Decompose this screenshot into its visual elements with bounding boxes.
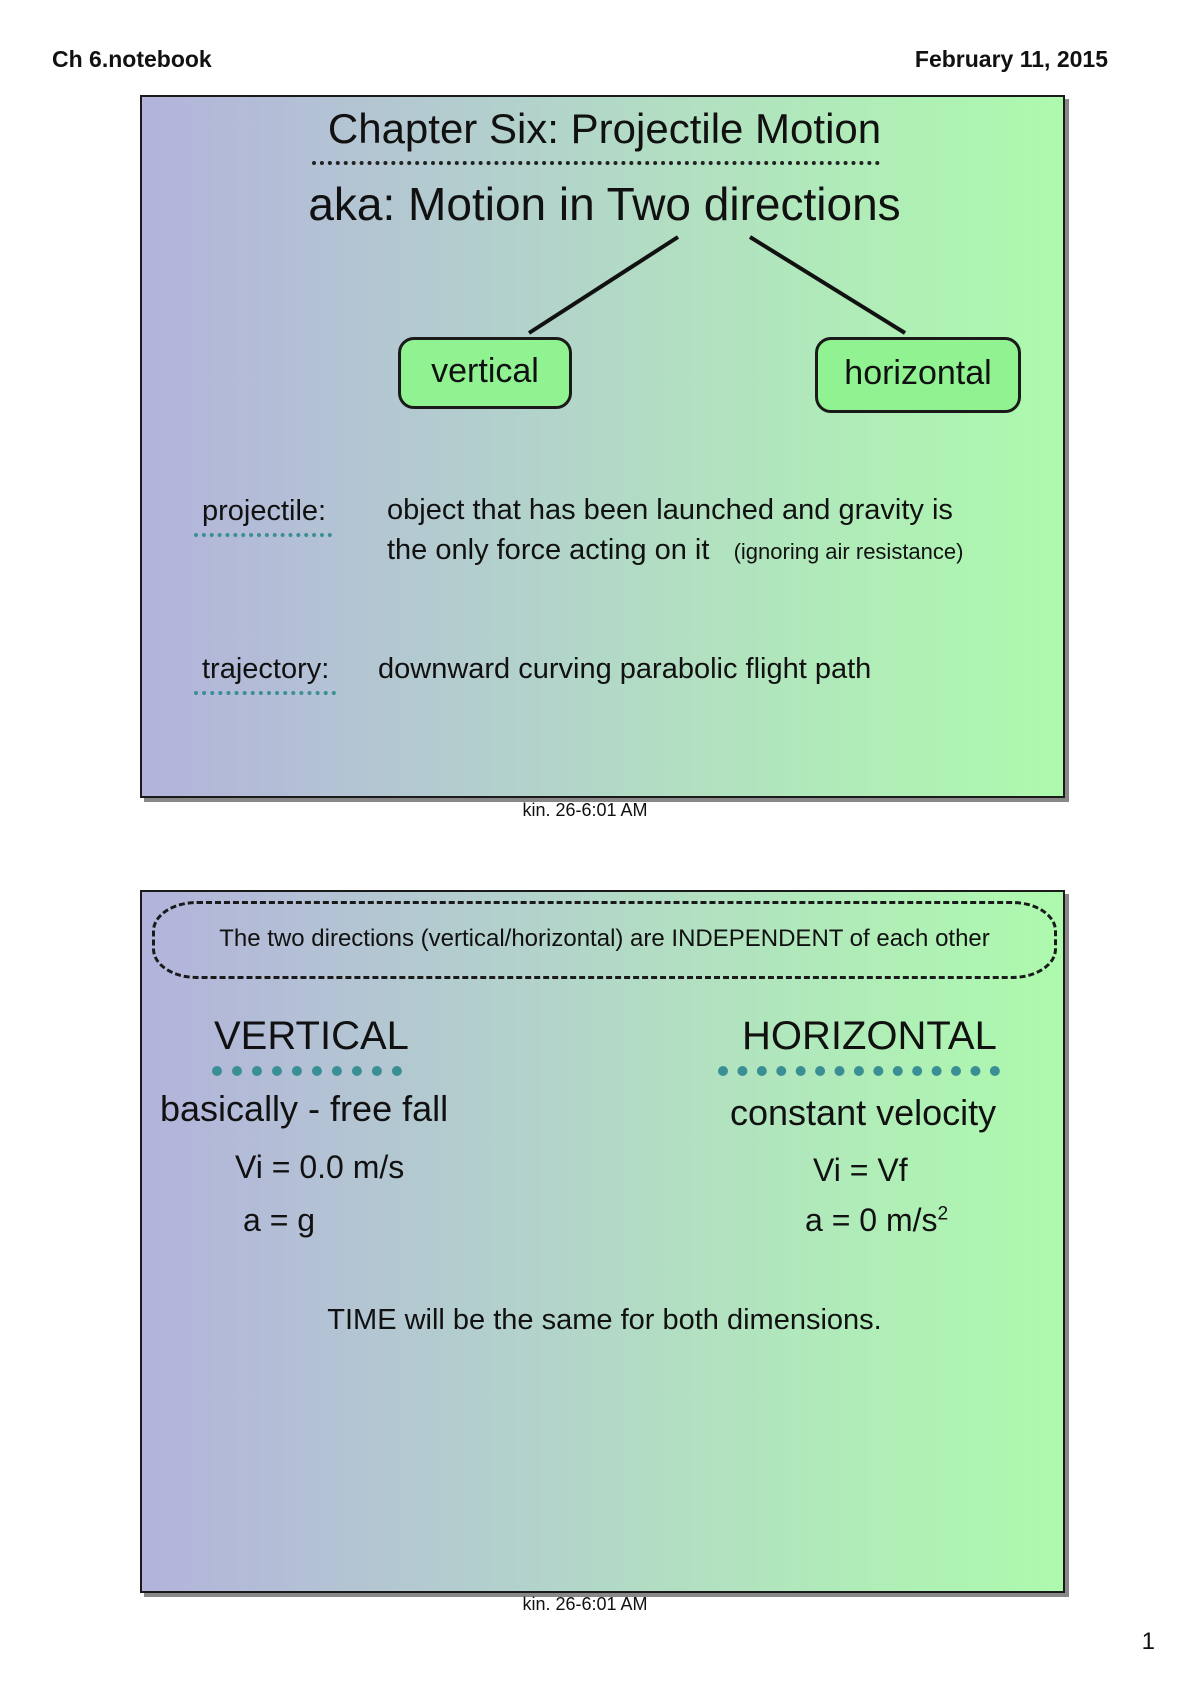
independence-banner-text: The two directions (vertical/horizontal) are INDEPENDENT of each other	[219, 925, 990, 952]
term-projectile-underline	[194, 533, 332, 537]
horizontal-heading: HORIZONTAL	[742, 1014, 997, 1058]
horizontal-acceleration-exponent: 2	[937, 1203, 949, 1225]
vertical-pill	[398, 337, 572, 409]
horizontal-acceleration-text: a = 0 m/s	[805, 1202, 938, 1238]
vertical-heading: VERTICAL	[214, 1014, 409, 1058]
independence-banner	[152, 901, 1057, 979]
horizontal-pill	[815, 337, 1021, 413]
horizontal-description: constant velocity	[730, 1092, 997, 1133]
vertical-description: basically - free fall	[160, 1088, 449, 1129]
definition-projectile-line2	[387, 530, 963, 572]
page-number: 1	[1141, 1628, 1155, 1655]
term-projectile: projectile:	[202, 495, 327, 527]
vertical-pill-label: vertical	[431, 352, 539, 390]
definition-projectile-line1: object that has been launched and gravity is	[387, 494, 953, 526]
slide2-timestamp: kin. 26-6:01 AM	[522, 1594, 648, 1614]
slide1-timestamp: kin. 26-6:01 AM	[522, 800, 648, 820]
definition-projectile-line2-text: the only force acting on it	[387, 534, 710, 566]
definition-projectile-note: (ignoring air resistance)	[733, 539, 964, 564]
term-trajectory-underline	[194, 691, 336, 695]
horizontal-heading-underline	[718, 1066, 1000, 1076]
slide-independent-directions	[140, 890, 1065, 1593]
slide-title: Chapter Six: Projectile Motion	[327, 105, 882, 152]
vertical-initial-velocity: Vi = 0.0 m/s	[235, 1149, 405, 1185]
notebook-title: Ch 6.notebook	[52, 46, 212, 72]
vertical-heading-underline	[212, 1066, 402, 1076]
definition-trajectory: downward curving parabolic flight path	[378, 653, 872, 685]
horizontal-initial-velocity: Vi = Vf	[813, 1152, 908, 1188]
horizontal-acceleration	[805, 1202, 948, 1239]
slide-projectile-motion	[140, 95, 1065, 798]
horizontal-pill-label: horizontal	[844, 354, 992, 392]
term-trajectory: trajectory:	[202, 653, 330, 685]
slide-subtitle: aka: Motion in Two directions	[308, 178, 901, 230]
notebook-date: February 11, 2015	[914, 46, 1108, 72]
definition-projectile	[387, 490, 963, 572]
vertical-acceleration: a = g	[243, 1202, 316, 1238]
time-note: TIME will be the same for both dimensions.	[327, 1304, 882, 1336]
